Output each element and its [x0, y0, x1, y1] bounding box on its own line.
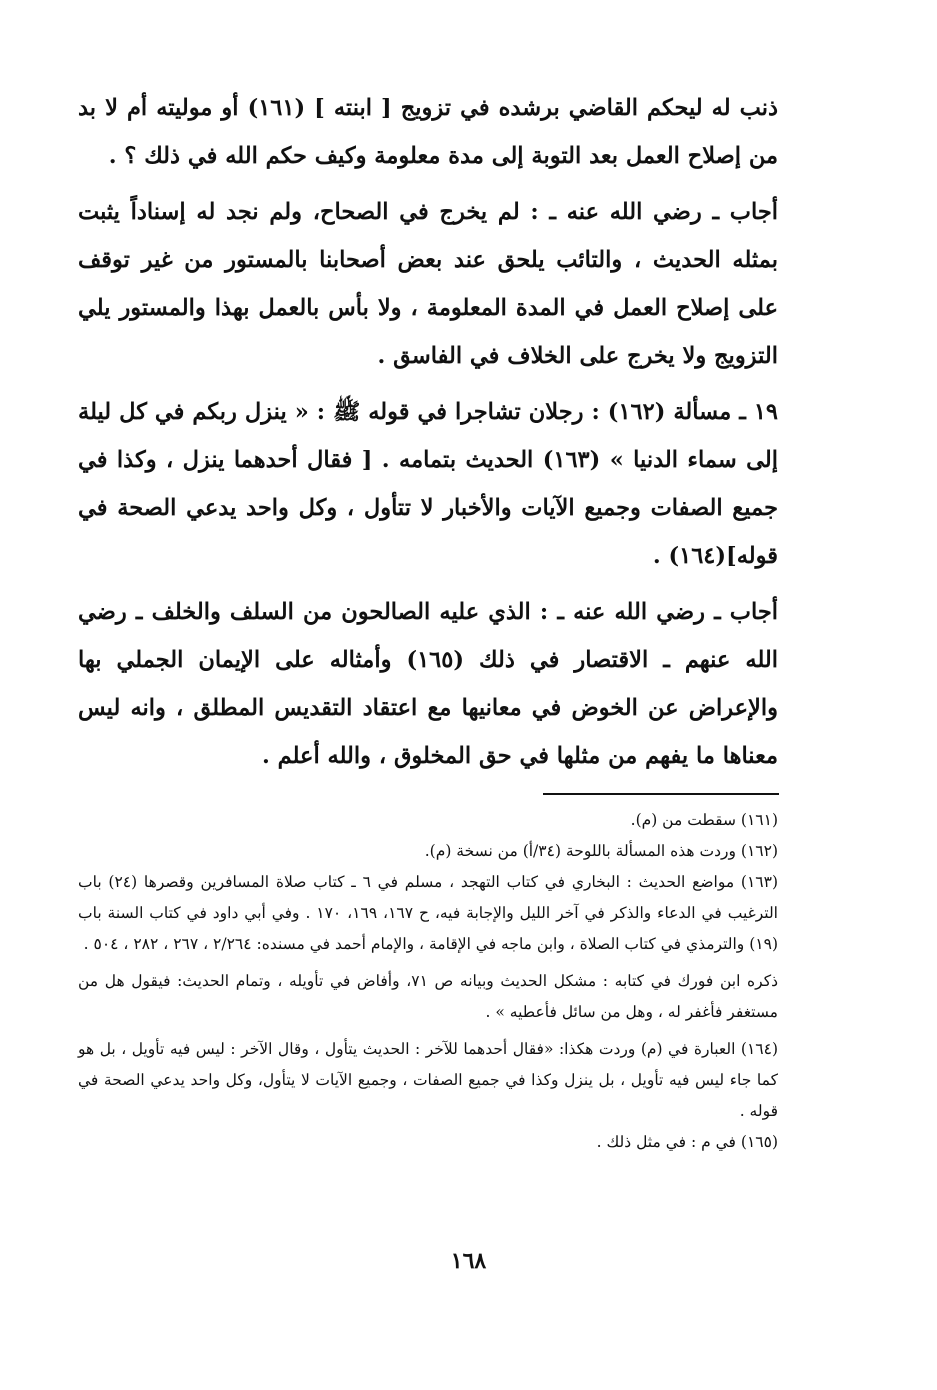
page-number: ١٦٨	[450, 1248, 487, 1274]
paragraph-question-continued: ذنب له ليحكم القاضي برشده في تزويج [ ابنته ] (١٦١) أو موليته أم لا بد من إصلاح العمل بعد التوبة إلى مدة معلومة وكيف حكم الله في ذلك ؟ .	[78, 95, 778, 169]
paragraph-answer-1: أجاب ـ رضي الله عنه ـ : لم يخرج في الصحاح، ولم نجد له إسناداً يثبت بمثله الحديث ، والتائب يلحق عند بعض أصحابنا بالمستور من غير توقف على إصلاح العمل في المدة المعلومة ، ولا بأس بالعمل بهذا والمستور يلي التزويج ولا يخرج على الخلاف في الفاسق .	[78, 199, 778, 369]
footnotes	[78, 805, 778, 1158]
footnote-161: (١٦١) سقطت من (م).	[630, 811, 778, 829]
footnote-163-continued: ذكره ابن فورك في كتابه : مشكل الحديث وبيانه ص ٧١، وأفاض في تأويله ، وتمام الحديث: فيقول هل من مستغفر فأغفر له ، وهل من سائل فأعطيه » .	[78, 972, 778, 1021]
paragraph-question-19: ١٩ ـ مسألة (١٦٢) : رجلان تشاجرا في قوله ﷺ : « ينزل ربكم في كل ليلة إلى سماء الدنيا » (١٦٣) الحديث بتمامه . [ فقال أحدهما ينزل ، وكذا في جميع الصفات وجميع الآيات والأخبار لا تتأول ، وكل واحد يدعي الصحة في قوله](١٦٤) .	[78, 399, 779, 569]
footnote-162: (١٦٢) وردت هذه المسألة باللوحة (٣٤/أ) من نسخة (م).	[424, 842, 778, 860]
footnote-separator	[543, 793, 779, 795]
main-text	[78, 84, 778, 780]
footnote-165: (١٦٥) في م : في مثل ذلك .	[596, 1133, 778, 1151]
footnote-164: (١٦٤) العبارة في (م) وردت هكذا: «فقال أحدهما للآخر : الحديث يتأول ، وقال الآخر : ليس فيه تأويل ، بل هو كما جاء ليس فيه تأويل ، بل ينزل وكذا في جميع الصفات ، وجميع الآيات لا يتأول، وكل واحد يدعي الصحة في قوله .	[78, 1040, 778, 1120]
footnote-163: (١٦٣) مواضع الحديث : البخاري في كتاب التهجد ، مسلم في ٦ ـ كتاب صلاة المسافرين وقصرها (٢٤) باب الترغيب في الدعاء والذكر في آخر الليل والإجابة فيه، ح ١٦٧، ١٦٩، ١٧٠ . وفي أبي داود في كتاب السنة باب (١٩) والترمذي في كتاب الصلاة ، وابن ماجه في الإقامة ، والإمام أحمد في مسنده: ٢/٢٦٤ ، ٢٦٧ ، ٢٨٢ ، ٥٠٤ .	[78, 873, 778, 953]
paragraph-answer-19: أجاب ـ رضي الله عنه ـ : الذي عليه الصالحون من السلف والخلف ـ رضي الله عنهم ـ الاقتصار في ذلك (١٦٥) وأمثاله على الإيمان الجملي بها والإعراض عن الخوض في معانيها مع اعتقاد التقديس المطلق ، وانه ليس معناها ما يفهم من مثلها في حق المخلوق ، والله أعلم .	[78, 599, 779, 769]
